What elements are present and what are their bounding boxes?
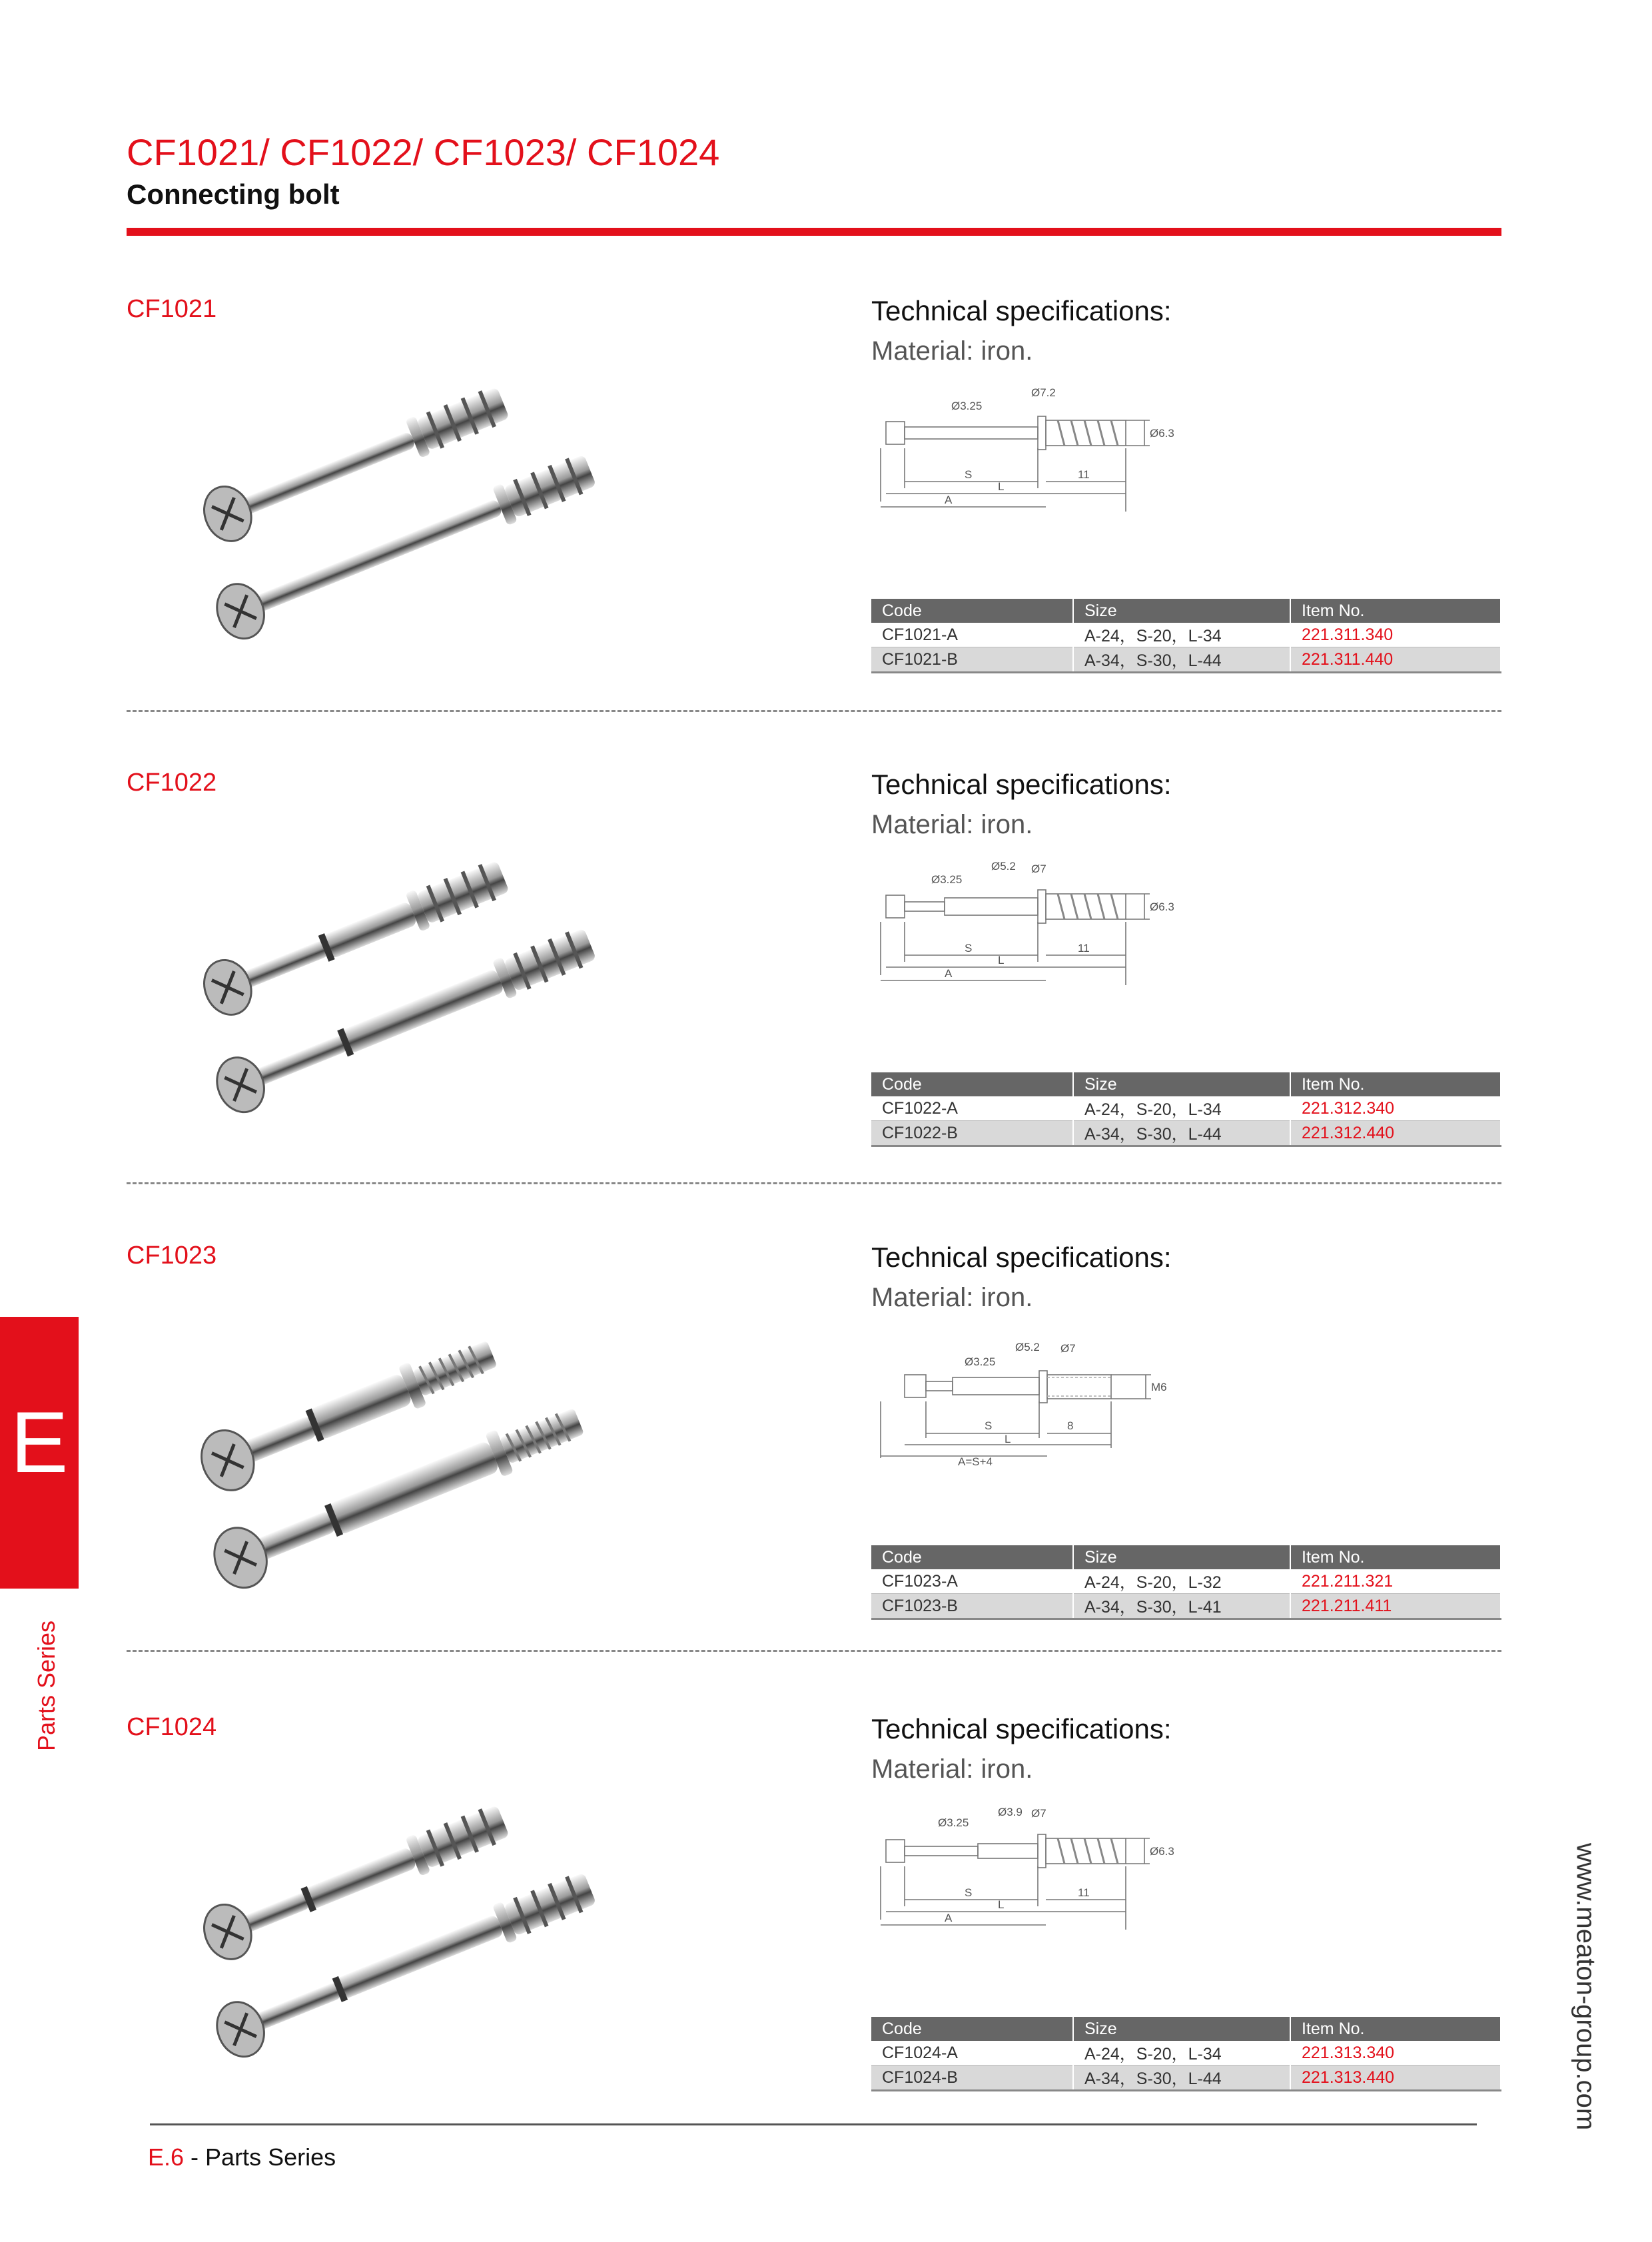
spec-material: Material: iron.	[871, 1283, 1033, 1312]
dim-l: L	[998, 954, 1005, 966]
website-url: www.meaton-group.com	[1571, 1842, 1601, 2131]
table-row: CF1021-A A-24，S-20，L-34 221.311.340	[871, 623, 1501, 647]
table-row: CF1022-A A-24，S-20，L-34 221.312.340	[871, 1096, 1501, 1121]
dim-thread-diameter: M6	[1151, 1381, 1167, 1393]
spec-title: Technical specifications:	[871, 1242, 1172, 1273]
product-code-label: CF1021	[127, 295, 217, 323]
dim-thread-diameter: Ø6.3	[1150, 1845, 1174, 1858]
product-code-label: CF1022	[127, 769, 217, 797]
page-number: E.6	[148, 2143, 185, 2171]
col-size: Size	[1073, 1072, 1290, 1096]
technical-drawing	[871, 855, 1204, 995]
dim-collar-diameter: Ø7	[1031, 863, 1046, 875]
bolt-long	[209, 918, 601, 1120]
col-item: Item No.	[1290, 1072, 1501, 1096]
col-code: Code	[871, 1545, 1073, 1569]
footer-divider	[150, 2123, 1477, 2125]
technical-drawing	[871, 382, 1204, 522]
col-size: Size	[1073, 2017, 1290, 2041]
section-divider	[127, 1182, 1501, 1184]
spec-table	[871, 599, 1501, 673]
spec-table	[871, 2017, 1501, 2091]
table-row: CF1021-B A-34，S-30，L-44 221.311.440	[871, 647, 1501, 673]
dim-l: L	[1005, 1433, 1011, 1445]
dim-a: A	[945, 494, 953, 506]
product-photo	[200, 1746, 639, 2086]
dim-shaft-diameter: Ø3.25	[938, 1816, 969, 1829]
col-item: Item No.	[1290, 1545, 1501, 1569]
product-code-label: CF1024	[127, 1713, 217, 1741]
bolt-long	[206, 1393, 591, 1596]
dim-a: A=S+4	[958, 1455, 993, 1468]
dim-shaft-diameter: Ø3.25	[965, 1355, 996, 1368]
page-subtitle: Connecting bolt	[127, 179, 340, 210]
product-code-label: CF1023	[127, 1242, 217, 1270]
spec-table	[871, 1072, 1501, 1147]
product-section-cf1024	[0, 1713, 1652, 2179]
page-title: CF1021/ CF1022/ CF1023/ CF1024	[127, 131, 720, 173]
table-row: CF1024-A A-24，S-20，L-34 221.313.340	[871, 2041, 1501, 2065]
product-photo	[200, 328, 639, 668]
dim-l: L	[998, 480, 1005, 493]
spec-title: Technical specifications:	[871, 295, 1172, 326]
footer-text: - Parts Series	[184, 2143, 336, 2171]
dim-thread-length: 11	[1078, 1886, 1090, 1899]
table-row: CF1024-B A-34，S-30，L-44 221.313.440	[871, 2065, 1501, 2091]
dim-thread-diameter: Ø6.3	[1150, 427, 1174, 440]
col-code: Code	[871, 2017, 1073, 2041]
dim-a: A	[945, 967, 953, 980]
dim-thread-length: 11	[1078, 468, 1090, 481]
dim-s: S	[965, 942, 973, 954]
spec-material: Material: iron.	[871, 810, 1033, 839]
dim-mid-diameter: Ø5.2	[1015, 1341, 1040, 1353]
col-item: Item No.	[1290, 2017, 1501, 2041]
dim-thread-diameter: Ø6.3	[1150, 901, 1174, 913]
product-section-cf1022	[0, 769, 1652, 1235]
header-divider	[127, 228, 1501, 236]
section-divider	[127, 1650, 1501, 1652]
table-row: CF1023-A A-24，S-20，L-32 221.211.321	[871, 1569, 1501, 1594]
bolt-long	[209, 1862, 601, 2064]
dim-s: S	[965, 468, 973, 481]
section-divider	[127, 710, 1501, 712]
dim-thread-length: 8	[1067, 1419, 1074, 1432]
dim-collar-diameter: Ø7	[1060, 1342, 1076, 1355]
dim-a: A	[945, 1912, 953, 1924]
dim-collar-diameter: Ø7	[1031, 1807, 1046, 1820]
dim-shaft-diameter: Ø3.25	[931, 873, 963, 886]
dim-s: S	[985, 1419, 993, 1432]
col-size: Size	[1073, 599, 1290, 623]
spec-material: Material: iron.	[871, 1754, 1033, 1784]
footer	[148, 2143, 336, 2171]
table-row: CF1023-B A-34，S-30，L-41 221.211.411	[871, 1594, 1501, 1619]
technical-drawing	[871, 1800, 1204, 1940]
product-section-cf1023	[0, 1242, 1652, 1708]
spec-material: Material: iron.	[871, 336, 1033, 366]
dim-mid-diameter: Ø5.2	[991, 860, 1016, 873]
col-item: Item No.	[1290, 599, 1501, 623]
product-photo	[200, 802, 639, 1142]
bolt-long	[209, 444, 601, 646]
table-row: CF1022-B A-34，S-30，L-44 221.312.440	[871, 1121, 1501, 1146]
spec-table	[871, 1545, 1501, 1620]
col-size: Size	[1073, 1545, 1290, 1569]
dim-thread-length: 11	[1078, 942, 1090, 954]
dim-collar-diameter: Ø7.2	[1031, 386, 1056, 399]
technical-drawing	[871, 1328, 1204, 1468]
side-tab-letter: E	[10, 1393, 69, 1491]
spec-title: Technical specifications:	[871, 1713, 1172, 1744]
dim-l: L	[998, 1898, 1005, 1911]
product-photo	[200, 1275, 639, 1615]
side-series-label: Parts Series	[33, 1620, 60, 1752]
col-code: Code	[871, 1072, 1073, 1096]
spec-title: Technical specifications:	[871, 769, 1172, 800]
product-section-cf1021	[0, 295, 1652, 761]
dim-shaft-diameter: Ø3.25	[951, 400, 983, 412]
col-code: Code	[871, 599, 1073, 623]
dim-s: S	[965, 1886, 973, 1899]
dim-mid-diameter: Ø3.9	[998, 1806, 1023, 1818]
